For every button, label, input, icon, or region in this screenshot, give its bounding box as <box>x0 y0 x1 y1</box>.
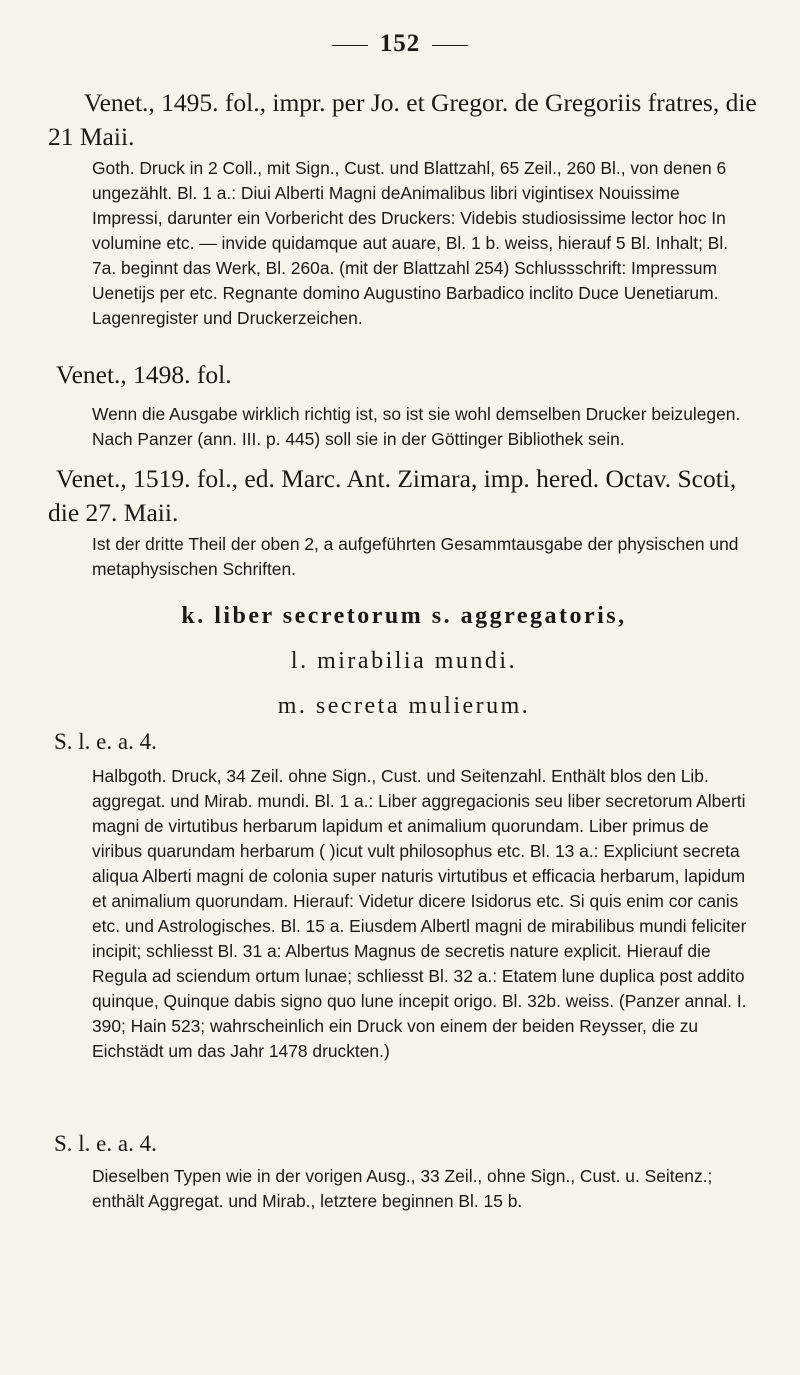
section-title: m. secreta mulierum. <box>277 693 531 719</box>
header-rule-left <box>332 45 368 46</box>
entry-siglum: S. l. e. a. 4. <box>54 1131 157 1156</box>
entry-siglum: S. l. e. a. 4. <box>54 729 157 754</box>
page-number: 152 <box>379 30 421 57</box>
entry-description: Dieselben Typen wie in der vorigen Ausg., 33 Zeil., ohne Sign., Cust. u. Seitenz.; enthält Aggregat. und Mirab., letztere beginnen Bl. 15 b. <box>92 1166 713 1211</box>
entry-description: Wenn die Ausgabe wirklich richtig ist, so ist sie wohl demselben Drucker beizulegen. Nach Panzer (ann. III. p. 445) soll sie in der Göttinger Bibliothek sein. <box>92 404 741 449</box>
section-title: l. mirabilia mundi. <box>290 648 518 674</box>
entry-description: Halbgoth. Druck, 34 Zeil. ohne Sign., Cust. und Seitenzahl. Enthält blos den Lib. aggregat. und Mirab. mundi. Bl. 1 a.: Liber aggregacionis seu liber secretorum Alberti magni de virtutibus herbarum lapidum et animalium quorundam. Liber primus de viribus quarundam herbarum ( )icut vult philosophus etc. Bl. 13 a.: Expliciunt secreta aliqua Alberti magni de colonia super naturis virtutibus et efficacia herbarum, lapidum et animalium quorundam. Hierauf: Videtur dicere Isidorus etc. Si quis enim cor canis etc. und Astrologisches. Bl. 15 a. Eiusdem Albertl magni de mirabilibus mundi feliciter incipit; schliesst Bl. 31 a: Albertus Magnus de secretis nature explicit. Hierauf die Regula ad sciendum ortum lunae; schliesst Bl. 32 a.: Etatem lune duplica post addito quinque, Quinque dabis signo quo lune incepit origo. Bl. 32b. weiss. (Panzer annal. I. 390; Hain 523; wahrscheinlich ein Druck von einem der beiden Reysser, die zu Eichstädt um das Jahr 1478 druckten.) <box>92 766 747 1061</box>
section-title: k. liber secretorum s. aggregatoris, <box>181 603 627 629</box>
page-header <box>0 30 800 58</box>
header-rule-right <box>432 45 468 46</box>
entry-description: Ist der dritte Theil der oben 2, a aufgeführten Gesammtausgabe der physischen und metaphysischen Schriften. <box>92 534 739 579</box>
entry-description: Goth. Druck in 2 Coll., mit Sign., Cust. und Blattzahl, 65 Zeil., 260 Bl., von denen 6 ungezählt. Bl. 1 a.: Diui Alberti Magni deAnimalibus libri vigintisex Nouissime Impressi, darunter ein Vorbericht des Druckers: Videbis studiosissime lector hoc In volumine etc. — invide quidamque aut auare, Bl. 1 b. weiss, hierauf 5 Bl. Inhalt; Bl. 7a. beginnt das Werk, Bl. 260a. (mit der Blattzahl 254) Schlussschrift: Impressum Uenetijs per etc. Regnante domino Augustino Barbadico inclito Duce Uenetiarum. Lagenregister und Druckerzeichen. <box>92 158 729 328</box>
entry-heading: Venet., 1495. fol., impr. per Jo. et Gregor. de Gregoriis fratres, die 21 Maii. <box>48 88 757 151</box>
entry-heading: Venet., 1498. fol. <box>56 360 232 389</box>
entry-heading: Venet., 1519. fol., ed. Marc. Ant. Zimara, imp. hered. Octav. Scoti, die 27. Maii. <box>48 464 737 527</box>
